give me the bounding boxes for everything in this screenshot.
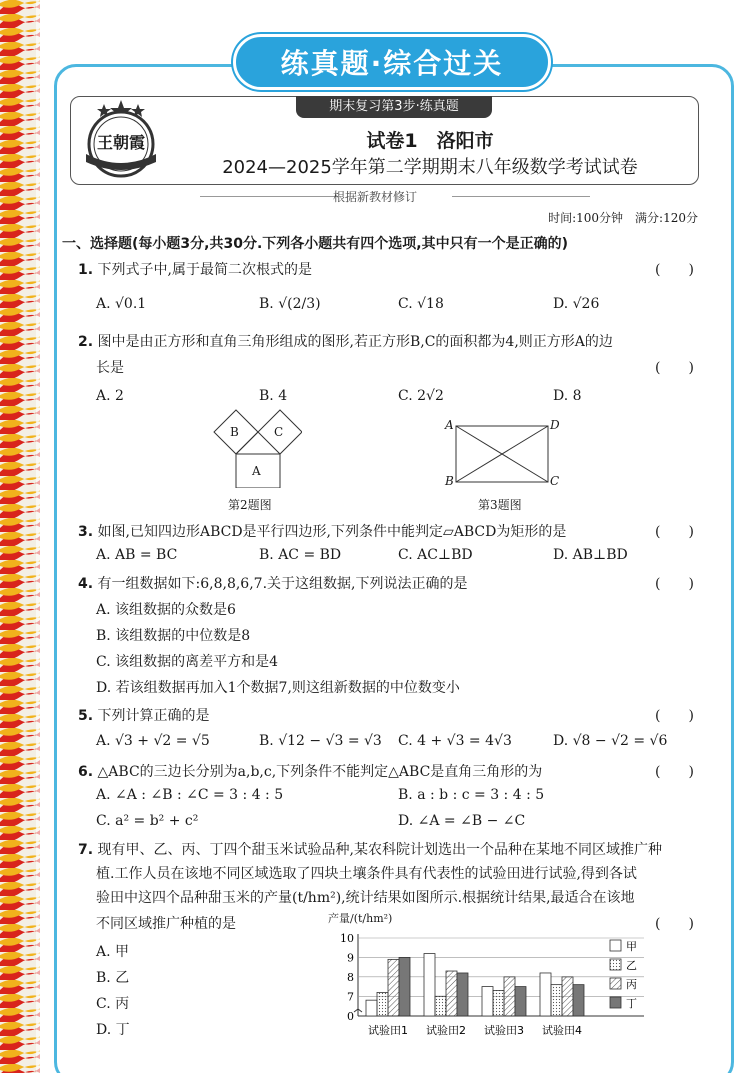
answer-blank[interactable]: ( ) (655, 916, 694, 932)
legend-label: 乙 (626, 959, 637, 972)
figure-label: A (252, 464, 261, 478)
question-stem: 下列式子中,属于最简二次根式的是 (97, 262, 312, 278)
figure-label: A (445, 418, 454, 432)
figure-label: B (445, 474, 454, 488)
option-d: D. AB⊥BD (553, 547, 628, 563)
bar-乙 (377, 992, 388, 1016)
answer-blank[interactable]: ( ) (655, 764, 694, 780)
legend-label: 甲 (626, 940, 637, 953)
legend-swatch (610, 997, 621, 1008)
option-a: A. 2 (96, 388, 124, 404)
legend-swatch (610, 959, 621, 970)
bar-甲 (366, 1000, 377, 1016)
banner-title: 练真题·综合过关 (233, 34, 551, 90)
option-c: C. √18 (398, 296, 444, 312)
question-stem-cont: 验田中这四个品种甜玉米的产量(t/hm²),统计结果如图所示.根据统计结果,最适合在该地 (96, 890, 635, 906)
section-heading: 一、选择题(每小题3分,共30分.下列各小题共有四个选项,其中只有一个是正确的) (62, 236, 568, 252)
bar-丙 (388, 959, 399, 1016)
option-b: B. 4 (259, 388, 288, 404)
option-b: B. 该组数据的中位数是8 (96, 628, 251, 644)
answer-blank[interactable]: ( ) (655, 524, 694, 540)
bar-丁 (573, 985, 584, 1016)
x-tick-label: 试验田4 (542, 1024, 582, 1037)
bar-丙 (504, 977, 515, 1016)
answer-blank[interactable]: ( ) (655, 262, 694, 278)
option-a: A. ∠A : ∠B : ∠C = 3 : 4 : 5 (96, 787, 284, 803)
option-d: D. 8 (553, 388, 582, 404)
divider (452, 196, 590, 197)
question-stem-cont: 植.工作人员在该地不同区域选取了四块土壤条件具有代表性的试验田进行试验,得到各试 (96, 866, 637, 882)
logo-text: 王朝霞 (96, 133, 145, 152)
option-c: C. 该组数据的离差平方和是4 (96, 654, 279, 670)
option-d: D. 若该组数据再加入1个数据7,则这组新数据的中位数变小 (96, 680, 460, 696)
bar-乙 (551, 985, 562, 1016)
x-tick-label: 试验田3 (484, 1024, 524, 1037)
bar-丁 (515, 987, 526, 1016)
bar-甲 (482, 987, 493, 1016)
figure-label: D (550, 418, 560, 432)
option-a: A. 甲 (96, 944, 130, 960)
legend-swatch (610, 940, 621, 951)
bar-乙 (435, 996, 446, 1016)
y-tick-label: 8 (347, 970, 354, 984)
figure-caption: 第3题图 (478, 498, 522, 512)
question-number: 1. (78, 262, 94, 278)
bar-丁 (457, 973, 468, 1016)
y-tick-label: 0 (347, 1010, 354, 1023)
question-number: 5. (78, 708, 94, 724)
option-c: C. a² = b² + c² (96, 813, 199, 829)
revised-note: 根据新教材修订 (332, 190, 417, 204)
question-stem: 下列计算正确的是 (97, 708, 210, 724)
question-stem-cont: 长是 (96, 360, 124, 376)
x-tick-label: 试验田1 (368, 1024, 408, 1037)
option-b: B. a : b : c = 3 : 4 : 5 (398, 787, 545, 803)
question-stem: 现有甲、乙、丙、丁四个甜玉米试验品种,某农科院计划选出一个品种在某地不同区域推广种 (97, 842, 662, 858)
option-d: D. √8 − √2 = √6 (553, 733, 668, 749)
option-b: B. 乙 (96, 970, 130, 986)
option-d: D. √26 (553, 296, 600, 312)
figure-3 (444, 418, 564, 490)
y-tick-label: 7 (347, 990, 354, 1004)
option-c: C. 4 + √3 = 4√3 (398, 733, 512, 749)
figure-caption: 第2题图 (228, 498, 272, 512)
question-7 (78, 839, 662, 859)
legend-label: 丁 (626, 997, 637, 1010)
exam-title: 试卷1 洛阳市 (366, 130, 494, 152)
option-b: B. AC = BD (259, 547, 342, 563)
answer-blank[interactable]: ( ) (655, 576, 694, 592)
brand-logo (80, 98, 162, 180)
option-a: A. 该组数据的众数是6 (96, 602, 236, 618)
legend-label: 丙 (626, 978, 637, 991)
bar-丁 (399, 957, 410, 1016)
exam-subtitle: 2024—2025学年第二学期期末八年级数学考试试卷 (222, 157, 638, 178)
question-number: 3. (78, 524, 94, 540)
option-c: C. 2√2 (398, 388, 444, 404)
question-stem: △ABC的三边长分别为a,b,c,下列条件不能判定△ABC是直角三角形的为 (97, 764, 543, 780)
question-4 (78, 573, 467, 593)
bar-丙 (446, 971, 457, 1016)
yield-chart (318, 914, 664, 1040)
answer-blank[interactable]: ( ) (655, 360, 694, 376)
option-d: D. ∠A = ∠B − ∠C (398, 813, 526, 829)
legend-swatch (610, 978, 621, 989)
question-stem: 有一组数据如下:6,8,8,6,7.关于这组数据,下列说法正确的是 (97, 576, 468, 592)
x-tick-label: 试验田2 (426, 1024, 466, 1037)
bar-甲 (540, 973, 551, 1016)
question-number: 7. (78, 842, 94, 858)
question-1 (78, 259, 312, 279)
question-number: 4. (78, 576, 94, 592)
question-number: 2. (78, 334, 94, 350)
bar-甲 (424, 954, 435, 1016)
bar-丙 (562, 977, 573, 1016)
question-number: 6. (78, 764, 94, 780)
chart-ylabel: 产量/(t/hm²) (328, 912, 393, 925)
question-3 (78, 521, 566, 541)
step-tab: 期末复习第3步·练真题 (296, 96, 492, 118)
option-d: D. 丁 (96, 1022, 130, 1038)
option-a: A. √0.1 (96, 296, 147, 312)
y-tick-label: 10 (340, 932, 354, 945)
question-stem-cont: 不同区域推广种植的是 (96, 916, 236, 932)
bar-乙 (493, 990, 504, 1016)
option-a: A. √3 + √2 = √5 (96, 733, 210, 749)
decorative-ribbon (0, 0, 40, 1073)
option-a: A. AB = BC (96, 547, 178, 563)
question-5 (78, 705, 210, 725)
time-info: 时间:100分钟 满分:120分 (548, 211, 698, 225)
option-b: B. √(2/3) (259, 296, 321, 312)
option-c: C. AC⊥BD (398, 547, 473, 563)
y-tick-label: 9 (347, 951, 354, 965)
question-2 (78, 331, 613, 351)
option-b: B. √12 − √3 = √3 (259, 733, 382, 749)
figure-label: C (274, 425, 284, 439)
answer-blank[interactable]: ( ) (655, 708, 694, 724)
figure-2 (212, 408, 302, 488)
question-6 (78, 761, 542, 781)
question-stem: 图中是由正方形和直角三角形组成的图形,若正方形B,C的面积都为4,则正方形A的边 (97, 334, 613, 350)
figure-label: C (550, 474, 560, 488)
option-c: C. 丙 (96, 996, 130, 1012)
question-stem: 如图,已知四边形ABCD是平行四边形,下列条件中能判定▱ABCD为矩形的是 (97, 524, 567, 540)
figure-label: B (230, 425, 239, 439)
